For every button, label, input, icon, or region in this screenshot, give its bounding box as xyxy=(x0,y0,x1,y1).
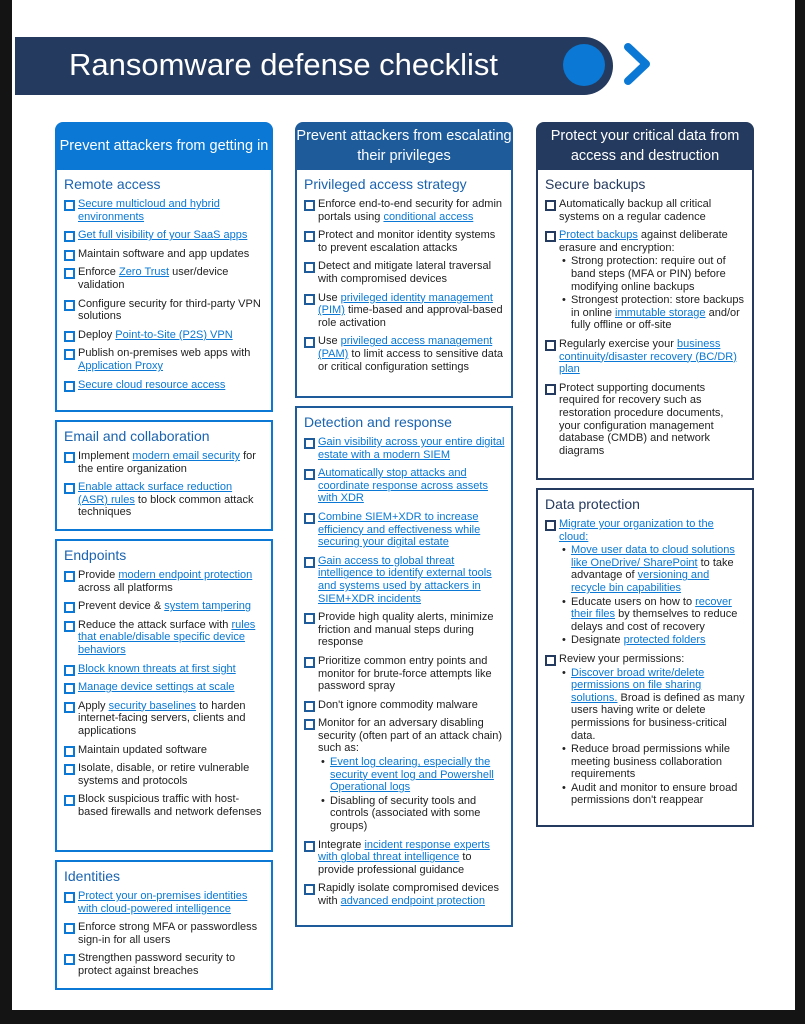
checklist-item xyxy=(64,921,265,946)
checklist-item xyxy=(64,663,265,676)
checklist-item xyxy=(545,338,746,376)
item-text: Apply xyxy=(78,699,109,712)
section-secure-backups xyxy=(536,170,754,480)
checkbox-icon[interactable] xyxy=(64,571,75,582)
checkbox-icon[interactable] xyxy=(64,954,75,965)
item-text: Strengthen password security to protect against breaches xyxy=(78,952,236,977)
item-text: to block common attack techniques xyxy=(78,493,254,519)
sub-bullet xyxy=(318,756,505,794)
item-text: Protect and monitor identity systems to prevent escalation attacks xyxy=(318,229,496,254)
item-text: Strong protection: require out of band steps (MFA or PIN) before modifying online backups xyxy=(571,255,726,293)
item-text: to provide professional guidance xyxy=(318,851,472,876)
checklist-item xyxy=(64,619,265,657)
link[interactable]: Block known threats at first sight xyxy=(78,662,236,675)
item-text: Implement xyxy=(78,450,133,462)
checklist-item xyxy=(64,952,265,977)
item-text: to limit access to sensitive data or critical configuration settings xyxy=(318,347,504,373)
link[interactable]: Discover broad write/delete permissions on file sharing solutions. xyxy=(571,666,705,704)
checklist-item xyxy=(545,229,746,332)
link[interactable]: immutable storage xyxy=(615,306,706,319)
link[interactable]: Zero Trust xyxy=(118,266,170,279)
item-text: Isolate, disable, or retire vulnerable systems and protocols xyxy=(78,762,250,787)
item-text: Use xyxy=(318,291,341,304)
checkbox-icon[interactable] xyxy=(304,438,315,449)
item-text: Enforce end-to-end security for admin portals using xyxy=(318,198,503,223)
item-text: to harden internet-facing servers, clients and applications xyxy=(78,699,246,737)
link[interactable]: Manage device settings at scale xyxy=(78,681,235,694)
checkbox-icon[interactable] xyxy=(64,764,75,775)
checklist-item xyxy=(64,248,265,261)
section-title: Identities xyxy=(64,867,121,884)
checklist-item xyxy=(304,717,505,832)
item-text: Configure security for third-party VPN solutions xyxy=(78,297,261,323)
section-identities xyxy=(55,860,273,990)
checkbox-icon[interactable] xyxy=(545,231,556,242)
item-text: Monitor for an adversary disabling security (often part of an attack chain) such as: xyxy=(318,717,503,755)
checkbox-icon[interactable] xyxy=(545,520,556,531)
checklist-item xyxy=(64,198,265,223)
item-text: Maintain software and app updates xyxy=(78,247,250,260)
page-title: Ransomware defense checklist xyxy=(69,47,499,82)
checklist-item xyxy=(545,518,746,647)
section-email-and-collaboration xyxy=(55,420,273,531)
checklist-item xyxy=(64,329,265,342)
item-text: across all platforms xyxy=(78,581,173,594)
checklist-item xyxy=(64,347,265,372)
item-text: Enforce xyxy=(78,266,119,279)
link[interactable]: business continuity/disaster recovery (BC/DR) plan xyxy=(559,337,737,376)
item-text: Review your permissions: xyxy=(559,652,685,665)
column-header-text: Protect your critical data from access and destruction xyxy=(550,128,740,164)
link[interactable]: Secure cloud resource access xyxy=(78,378,226,391)
checkbox-icon[interactable] xyxy=(64,746,75,757)
item-text: Integrate xyxy=(318,838,365,851)
checklist-item xyxy=(64,600,265,613)
sub-bullet xyxy=(559,634,746,647)
checklist-item xyxy=(64,481,265,519)
checkbox-icon[interactable] xyxy=(545,340,556,351)
checkbox-icon[interactable] xyxy=(304,262,315,273)
item-text: Block suspicious traffic with host-based firewalls and network defenses xyxy=(78,793,262,818)
checkbox-icon[interactable] xyxy=(545,200,556,211)
checklist-item xyxy=(304,555,505,605)
item-text: Audit and monitor to ensure broad permissions don't reappear xyxy=(571,781,738,807)
checklist-item xyxy=(304,611,505,649)
chevron-right-icon xyxy=(622,42,652,86)
checkbox-icon[interactable] xyxy=(64,349,75,360)
link[interactable]: Gain visibility across your entire digital estate with a modern SIEM xyxy=(318,436,505,461)
checklist-item xyxy=(304,229,505,254)
link[interactable]: Protect backups xyxy=(559,229,638,242)
checkbox-icon[interactable] xyxy=(64,231,75,242)
link[interactable]: security baselines xyxy=(108,699,197,712)
checkbox-icon[interactable] xyxy=(304,337,315,348)
section-title: Data protection xyxy=(545,496,640,512)
item-text: Prevent device & xyxy=(78,600,165,613)
item-text: Reduce the attack surface with xyxy=(78,618,232,631)
section-title: Remote access xyxy=(64,176,161,192)
checkbox-icon[interactable] xyxy=(304,701,315,712)
section-title: Secure backups xyxy=(545,176,646,192)
sub-bullet xyxy=(559,294,746,332)
checkbox-icon[interactable] xyxy=(304,557,315,568)
link[interactable]: conditional access xyxy=(383,210,474,223)
checklist-item xyxy=(64,450,265,475)
item-text: Protect supporting documents required for recovery such as restoration procedure documents, your configuration management database (CMDB) and network diagrams xyxy=(559,381,724,457)
section-title: Detection and response xyxy=(304,414,452,430)
link[interactable]: versioning and recycle bin capabilities xyxy=(571,569,710,594)
checklist-item xyxy=(545,198,746,223)
checklist-item xyxy=(545,653,746,807)
item-text: Automatically backup all critical systems on a regular cadence xyxy=(559,198,712,223)
checklist-item xyxy=(64,229,265,242)
sub-bullet xyxy=(559,596,746,634)
checkbox-icon[interactable] xyxy=(64,702,75,713)
checkbox-icon[interactable] xyxy=(304,613,315,624)
sub-bullet xyxy=(559,544,746,594)
item-text: Maintain updated software xyxy=(78,743,208,756)
checkbox-icon[interactable] xyxy=(64,621,75,632)
checklist-item xyxy=(64,681,265,694)
section-privileged-access-strategy xyxy=(295,170,513,398)
link[interactable]: system tampering xyxy=(164,600,252,613)
item-text: Provide xyxy=(78,568,119,581)
checklist-item xyxy=(64,744,265,757)
item-text: Use xyxy=(318,335,341,348)
checkbox-icon[interactable] xyxy=(304,200,315,211)
link[interactable]: Automatically stop attacks and coordinate response across assets with XDR xyxy=(318,467,488,505)
checkbox-icon[interactable] xyxy=(64,268,75,279)
section-title: Endpoints xyxy=(64,546,127,563)
checklist-item xyxy=(545,382,746,458)
checkbox-icon[interactable] xyxy=(64,331,75,342)
checklist-item xyxy=(304,260,505,285)
link[interactable]: Migrate your organization to the cloud: xyxy=(559,518,714,543)
link[interactable]: recover their files xyxy=(571,595,732,621)
item-text: Don't ignore commodity malware xyxy=(318,698,478,711)
checkbox-icon[interactable] xyxy=(304,841,315,852)
item-text: Disabling of security tools and controls (associated with some groups) xyxy=(330,794,481,833)
link[interactable]: privileged access management (PAM) xyxy=(318,335,493,360)
item-text: Regularly exercise your xyxy=(559,337,677,350)
checkbox-icon[interactable] xyxy=(545,384,556,395)
checklist-item xyxy=(64,298,265,323)
item-text: Enforce strong MFA or passwordless sign-in for all users xyxy=(78,921,258,946)
item-text: Publish on-premises web apps with xyxy=(78,347,251,360)
item-text: and/or fully offline or off-site xyxy=(571,306,740,332)
checkbox-icon[interactable] xyxy=(304,469,315,480)
item-text: Reduce broad permissions while meeting business collaboration requirements xyxy=(571,743,730,781)
checklist-item xyxy=(304,467,505,505)
item-text: to take advantage of xyxy=(571,556,734,582)
checklist-item xyxy=(304,292,505,330)
checkbox-icon[interactable] xyxy=(64,452,75,463)
column-1 xyxy=(55,122,273,998)
checklist-item xyxy=(304,511,505,549)
item-text: Prioritize common entry points and monitor for brute-force attempts like password spray xyxy=(318,654,492,693)
link[interactable]: modern email security xyxy=(132,450,241,462)
section-title: Privileged access strategy xyxy=(304,176,467,192)
item-text: against deliberate erasure and encryption: xyxy=(559,229,728,254)
checklist-item xyxy=(304,839,505,877)
checkbox-icon[interactable] xyxy=(64,892,75,903)
section-endpoints xyxy=(55,539,273,852)
checkbox-icon[interactable] xyxy=(64,250,75,261)
link[interactable]: Enable attack surface reduction (ASR) rules xyxy=(78,481,233,506)
checkbox-icon[interactable] xyxy=(64,300,75,311)
link[interactable]: Protect your on-premises identities with cloud-powered intelligence xyxy=(78,889,248,915)
column-2 xyxy=(295,122,513,935)
checkbox-icon[interactable] xyxy=(304,231,315,242)
checkbox-icon[interactable] xyxy=(64,923,75,934)
sub-bullet xyxy=(559,255,746,293)
checklist-item xyxy=(64,890,265,915)
link[interactable]: Combine SIEM+XDR to increase efficiency and effectiveness while securing your digital estate xyxy=(318,510,481,549)
column-header xyxy=(295,122,513,170)
sub-bullet xyxy=(318,795,505,833)
link[interactable]: advanced endpoint protection xyxy=(340,895,485,907)
checkbox-icon[interactable] xyxy=(304,719,315,730)
checkbox-icon[interactable] xyxy=(64,200,75,211)
link[interactable]: protected folders xyxy=(623,634,706,647)
checkbox-icon[interactable] xyxy=(304,657,315,668)
sub-bullet xyxy=(559,667,746,743)
item-text: Detect and mitigate lateral traversal with compromised devices xyxy=(318,260,492,285)
column-header xyxy=(536,122,754,170)
link[interactable]: rules that enable/disable specific device behaviors xyxy=(78,618,256,656)
link[interactable]: Secure multicloud and hybrid environments xyxy=(78,198,220,223)
item-text: for the entire organization xyxy=(78,450,256,475)
circle-icon xyxy=(563,44,605,86)
item-text: Educate users on how to xyxy=(571,595,696,608)
link[interactable]: privileged identity management (PIM) xyxy=(318,291,493,317)
link[interactable]: modern endpoint protection xyxy=(118,568,253,581)
item-text: Strongest protection: store backups in online xyxy=(571,294,745,319)
item-text: by themselves to reduce delays and cost of recovery xyxy=(571,608,738,633)
checkbox-icon[interactable] xyxy=(304,884,315,895)
item-text: Rapidly isolate compromised devices with xyxy=(318,882,499,907)
sub-bullet xyxy=(559,782,746,807)
column-3 xyxy=(536,122,754,835)
checkbox-icon[interactable] xyxy=(64,483,75,494)
checkbox-icon[interactable] xyxy=(64,381,75,392)
item-text: Provide high quality alerts, minimize friction and manual steps during response xyxy=(318,611,494,649)
link[interactable]: Get full visibility of your SaaS apps xyxy=(78,229,248,242)
checklist-item xyxy=(64,569,265,594)
checklist-item xyxy=(304,655,505,693)
column-header xyxy=(55,122,273,170)
checkbox-icon[interactable] xyxy=(64,602,75,613)
section-remote-access xyxy=(55,170,273,412)
checklist-item xyxy=(304,198,505,223)
item-text: Deploy xyxy=(78,328,116,341)
checkbox-icon[interactable] xyxy=(64,665,75,676)
checklist-item xyxy=(64,700,265,738)
column-header-text: Prevent attackers from escalating their privileges xyxy=(296,128,512,164)
item-text: user/device validation xyxy=(78,266,229,291)
checklist-item xyxy=(64,793,265,818)
item-text: time-based and approval-based role activation xyxy=(318,304,503,329)
checklist-item xyxy=(64,762,265,787)
checklist-item xyxy=(304,699,505,712)
section-title: Email and collaboration xyxy=(64,428,210,444)
link[interactable]: Point-to-Site (P2S) VPN xyxy=(115,328,233,341)
link[interactable]: Application Proxy xyxy=(78,359,163,372)
link[interactable]: Event log clearing, especially the security event log and Powershell Operational logs xyxy=(330,756,494,794)
sub-bullet xyxy=(559,743,746,781)
column-header-text: Prevent attackers from getting in xyxy=(59,138,269,154)
checklist-item xyxy=(304,882,505,907)
link[interactable]: Move user data to cloud solutions like OneDrive/ SharePoint xyxy=(571,544,735,569)
checkbox-icon[interactable] xyxy=(304,513,315,524)
item-text: Broad is defined as many users having write or delete permissions for business-critical data. xyxy=(571,691,745,742)
checklist-item xyxy=(304,436,505,461)
section-data-protection xyxy=(536,488,754,827)
checkbox-icon[interactable] xyxy=(304,294,315,305)
checkbox-icon[interactable] xyxy=(64,795,75,806)
checklist-item xyxy=(64,379,265,392)
link[interactable]: Gain access to global threat intelligence to identify external tools and systems used by attackers in SIEM+XDR incidents xyxy=(318,554,492,605)
section-detection-and-response xyxy=(295,406,513,927)
checklist-item xyxy=(304,335,505,373)
checklist-item xyxy=(64,266,265,291)
item-text: Designate xyxy=(571,634,624,647)
checkbox-icon[interactable] xyxy=(545,655,556,666)
link[interactable]: incident response experts with global threat intelligence xyxy=(318,838,490,864)
checkbox-icon[interactable] xyxy=(64,683,75,694)
